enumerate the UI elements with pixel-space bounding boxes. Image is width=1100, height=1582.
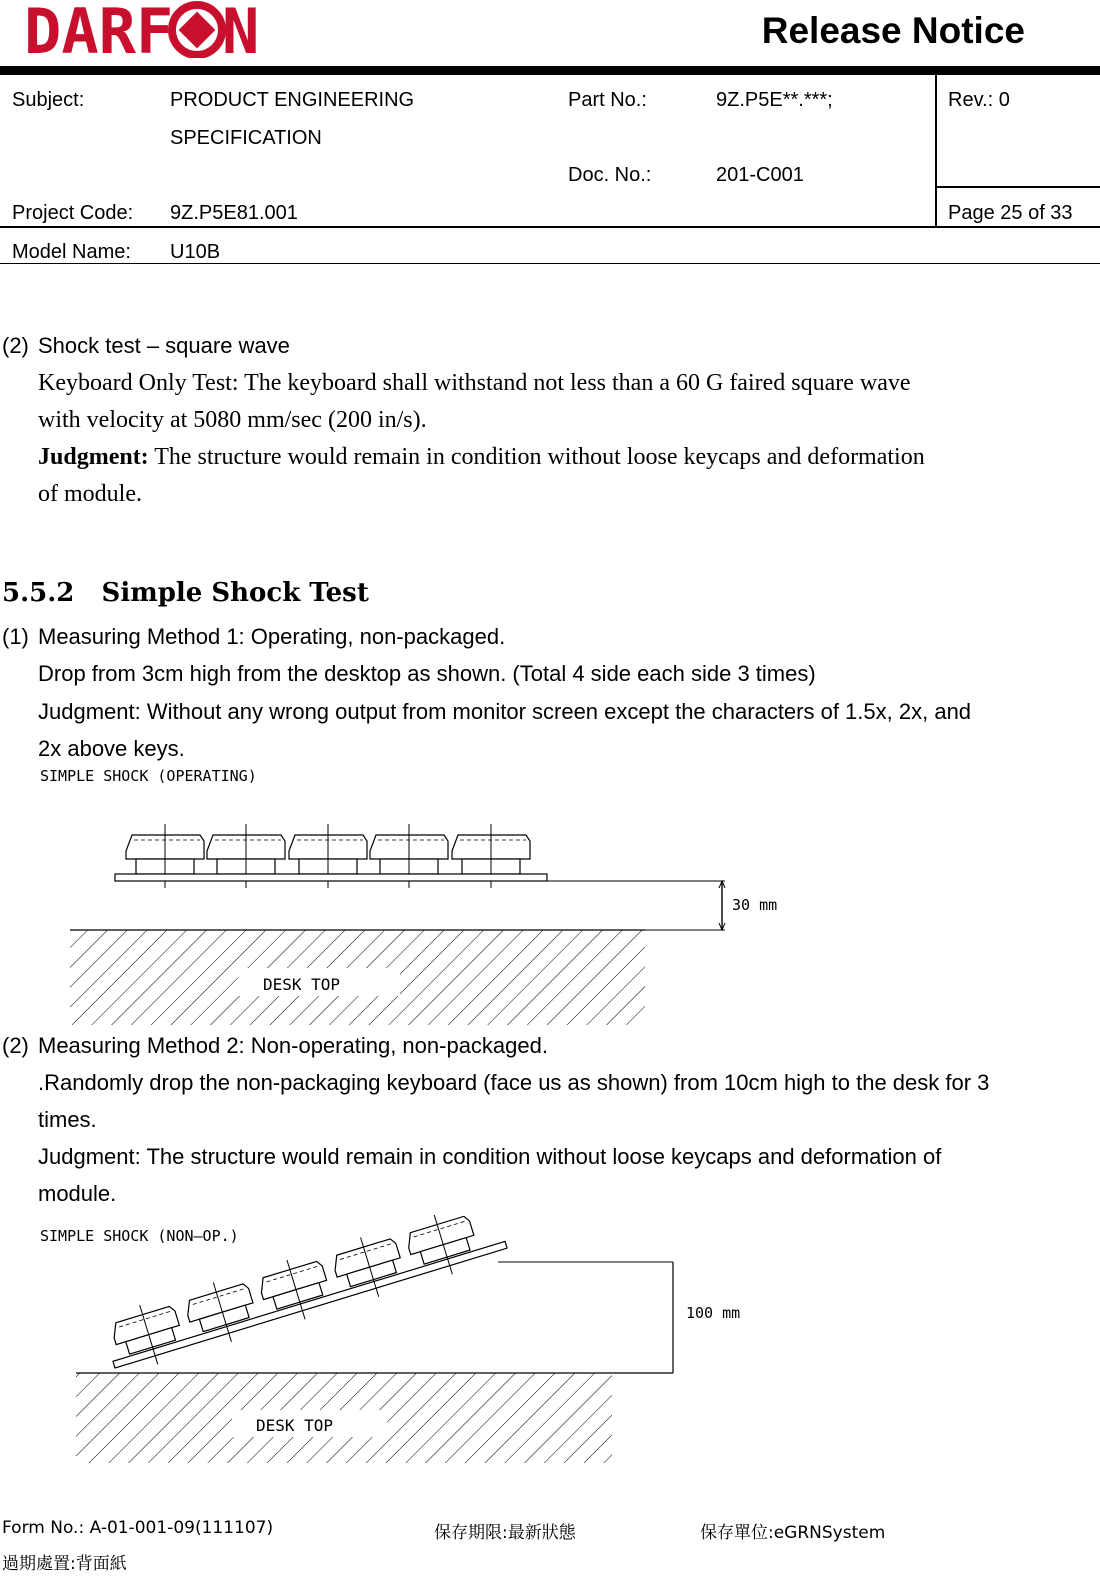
method1-title: Measuring Method 1: Operating, non-packaged. xyxy=(38,624,506,649)
diagram2-desk-label: DESK TOP xyxy=(256,1416,334,1435)
subject-value-line1: PRODUCT ENGINEERING xyxy=(170,89,415,111)
document-title: Release Notice xyxy=(761,10,1025,51)
model-name-value: U10B xyxy=(170,241,221,263)
header-rule xyxy=(0,66,1100,75)
shock-square-line2: with velocity at 5080 mm/sec (200 in/s). xyxy=(38,407,427,433)
doc-no-value: 201-C001 xyxy=(716,164,804,186)
diagram-simple-shock-non-op xyxy=(0,1215,800,1470)
logo-text-right: N xyxy=(222,0,260,58)
judgment-text: The structure would remain in condition without loose keycaps and deformation xyxy=(148,444,925,470)
subject-label: Subject: xyxy=(12,89,85,111)
shock-square-judgment-line2: of module. xyxy=(38,481,142,507)
diagram-simple-shock-operating xyxy=(0,760,820,1030)
table-bottom-rule xyxy=(0,263,1100,264)
project-code-label: Project Code: xyxy=(12,202,134,224)
subject-value-line2: SPECIFICATION xyxy=(170,127,322,149)
footer-retention-period: 保存期限:最新狀態 xyxy=(434,1523,576,1543)
section-number: 5.5.2 xyxy=(2,578,75,608)
doc-no-label: Doc. No.: xyxy=(568,164,652,186)
shock-square-judgment xyxy=(38,444,925,471)
diagram2-caption: SIMPLE SHOCK (NON–OP.) xyxy=(40,1227,239,1245)
method1-line2: Judgment: Without any wrong output from monitor screen except the characters of 1.5x, 2x, and xyxy=(38,699,972,724)
diagram2-dimension: 100 mm xyxy=(686,1304,741,1322)
method2-title: Measuring Method 2: Non-operating, non-packaged. xyxy=(38,1033,548,1058)
diagram1-desk-label: DESK TOP xyxy=(263,975,341,994)
logo-diamond-o xyxy=(172,5,222,55)
method2-line2: times. xyxy=(38,1107,97,1132)
project-code-value: 9Z.P5E81.001 xyxy=(170,202,298,224)
diagram1-dimension: 30 mm xyxy=(732,896,778,914)
part-no-label: Part No.: xyxy=(568,89,647,111)
table-divider-row xyxy=(0,226,1100,228)
section-heading xyxy=(2,578,369,608)
method1-number: (1) xyxy=(2,624,29,649)
footer-retention-unit: 保存單位:eGRNSystem xyxy=(700,1523,886,1543)
table-divider-page xyxy=(935,186,1100,188)
shock-square-title: Shock test – square wave xyxy=(38,333,290,358)
revision-label: Rev.: 0 xyxy=(948,89,1010,111)
judgment-label: Judgment: xyxy=(38,444,149,470)
table-divider-vertical xyxy=(935,75,937,227)
page-number: Page 25 of 33 xyxy=(948,202,1073,224)
method2-line1: .Randomly drop the non-packaging keyboard (face us as shown) from 10cm high to the desk for 3 xyxy=(38,1070,990,1095)
keyboard-plate xyxy=(115,874,547,881)
diagram1-caption: SIMPLE SHOCK (OPERATING) xyxy=(40,767,257,785)
method2-line3: Judgment: The structure would remain in condition without loose keycaps and deformation of xyxy=(38,1144,942,1169)
part-no-value: 9Z.P5E**.***; xyxy=(716,89,833,111)
shock-square-line1: Keyboard Only Test: The keyboard shall withstand not less than a 60 G faired square wave xyxy=(38,370,911,396)
logo-text-left: DARF xyxy=(24,0,174,58)
shock-square-number: (2) xyxy=(2,333,29,358)
model-name-label: Model Name: xyxy=(12,241,131,263)
footer-expiry-handling: 過期處置:背面紙 xyxy=(2,1554,127,1574)
method2-line4: module. xyxy=(38,1181,117,1206)
footer-form-no: Form No.: A-01-001-09(111107) xyxy=(2,1518,274,1538)
section-title: Simple Shock Test xyxy=(101,578,369,608)
method1-line3: 2x above keys. xyxy=(38,736,185,761)
method2-number: (2) xyxy=(2,1033,29,1058)
company-logo xyxy=(24,0,286,58)
method1-line1: Drop from 3cm high from the desktop as shown. (Total 4 side each side 3 times) xyxy=(38,661,816,686)
